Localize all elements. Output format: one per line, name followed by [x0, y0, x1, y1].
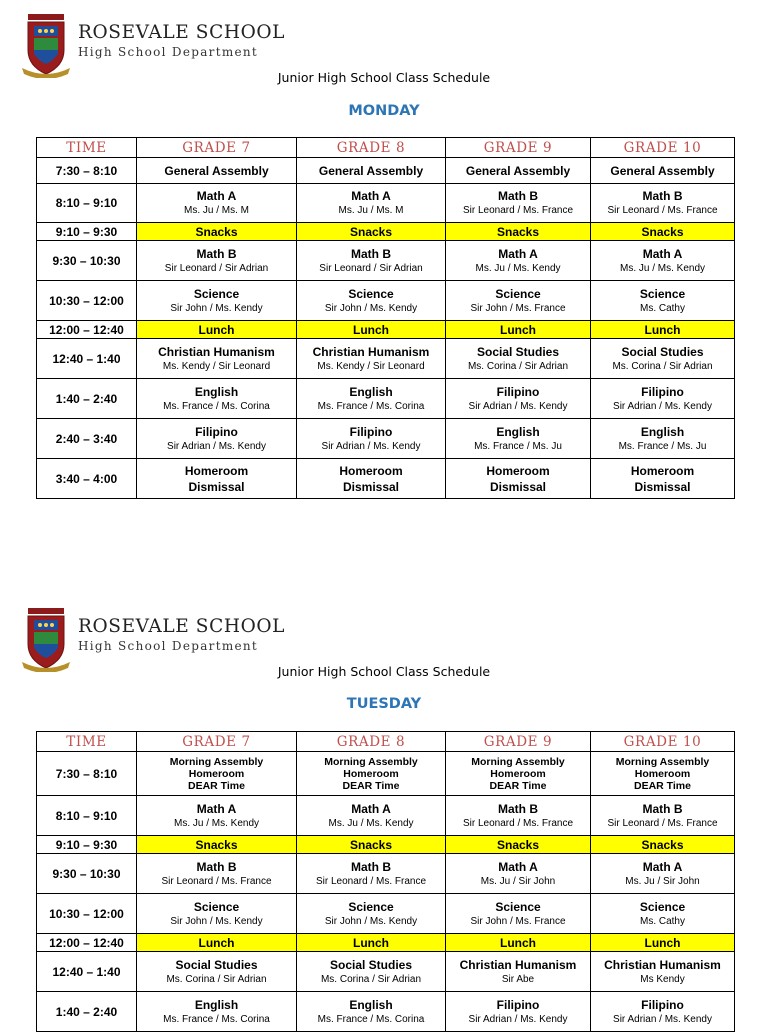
- subject-name: Homeroom: [630, 463, 695, 478]
- time-cell: 10:30 – 12:00: [37, 894, 137, 934]
- class-cell: [137, 952, 297, 992]
- teacher-names: Ms. France / Ms. Ju: [618, 440, 707, 452]
- subject-name: Christian Humanism: [459, 957, 577, 972]
- class-cell: [297, 952, 446, 992]
- class-cell: [446, 158, 591, 184]
- time-cell: 12:40 – 1:40: [37, 339, 137, 379]
- col-header-grade-10: GRADE 10: [591, 138, 735, 158]
- subject-name: Christian Humanism: [604, 957, 721, 972]
- teacher-names: Sir Adrian / Ms. Kendy: [321, 440, 421, 452]
- class-cell: [297, 419, 446, 459]
- table-row: [37, 796, 735, 836]
- subject-name: Social Studies: [175, 957, 258, 972]
- time-cell: 10:30 – 12:00: [37, 281, 137, 321]
- teacher-names: Sir Adrian / Ms. Kendy: [468, 400, 568, 412]
- class-cell: [446, 796, 591, 836]
- subject-name: English: [194, 384, 239, 399]
- class-cell: [297, 752, 446, 796]
- teacher-names: Sir John / Ms. Kendy: [324, 915, 418, 927]
- teacher-names: Ms Kendy: [640, 973, 685, 985]
- teacher-names: Ms. Ju / Ms. Kendy: [475, 262, 561, 274]
- col-header-time: TIME: [37, 732, 137, 752]
- schedule-title: Junior High School Class Schedule: [277, 70, 491, 85]
- class-cell: [297, 379, 446, 419]
- teacher-names: Ms. Corina / Sir Adrian: [467, 360, 569, 372]
- teacher-names: Sir Adrian / Ms. Kendy: [468, 1013, 568, 1025]
- class-cell: [137, 158, 297, 184]
- teacher-names: Ms. Ju / Ms. Kendy: [328, 817, 414, 829]
- school-header: [22, 608, 422, 672]
- table-row: [37, 281, 735, 321]
- class-cell: Snacks: [446, 836, 591, 854]
- subject-name: Filipino: [496, 384, 540, 399]
- teacher-names: Sir Leonard / Ms. France: [607, 205, 718, 216]
- teacher-names: Sir Leonard / Ms. France: [462, 205, 574, 216]
- time-cell: 9:10 – 9:30: [37, 223, 137, 241]
- class-cell: [137, 339, 297, 379]
- activity-line: Homeroom: [634, 767, 691, 780]
- class-cell: [446, 281, 591, 321]
- activity-line: DEAR Time: [634, 779, 691, 792]
- class-cell: Snacks: [297, 836, 446, 854]
- class-cell: Lunch: [591, 934, 735, 952]
- col-header-grade-9: GRADE 9: [446, 138, 591, 158]
- class-cell: Lunch: [446, 934, 591, 952]
- subject-name: English: [640, 424, 685, 439]
- time-cell: 9:30 – 10:30: [37, 854, 137, 894]
- teacher-names: Sir Adrian / Ms. Kendy: [613, 1013, 712, 1025]
- activity-line: Morning Assembly: [615, 755, 710, 768]
- time-cell: 2:40 – 3:40: [37, 419, 137, 459]
- class-cell: [297, 339, 446, 379]
- subject-name: Math A: [196, 189, 237, 203]
- activity-line: Homeroom: [490, 767, 546, 780]
- activity-line: DEAR Time: [188, 779, 245, 792]
- subject-name: General Assembly: [610, 163, 715, 178]
- teacher-names: Ms. Corina / Sir Adrian: [612, 360, 713, 372]
- col-header-grade-8: GRADE 8: [297, 138, 446, 158]
- teacher-names: Ms. Ju / Sir John: [480, 875, 556, 887]
- class-cell: [137, 854, 297, 894]
- subject-name: Christian Humanism: [158, 344, 275, 359]
- class-cell: [137, 379, 297, 419]
- tuesday-schedule-table: [36, 731, 735, 1032]
- class-cell: [297, 281, 446, 321]
- subject-name: Science: [639, 899, 686, 914]
- subject-name: General Assembly: [318, 163, 424, 178]
- table-row: [37, 241, 735, 281]
- school-name: ROSEVALE SCHOOL: [78, 22, 285, 43]
- class-cell: [297, 894, 446, 934]
- col-header-grade-10: GRADE 10: [591, 732, 735, 752]
- col-header-time: TIME: [37, 138, 137, 158]
- school-crest-icon: [22, 608, 70, 672]
- subject-name: Dismissal: [188, 479, 245, 494]
- class-cell: [297, 992, 446, 1032]
- table-row: [37, 321, 735, 339]
- subject-name: Math B: [351, 246, 391, 261]
- activity-line: Morning Assembly: [471, 755, 565, 768]
- class-cell: [297, 796, 446, 836]
- teacher-names: Ms. Ju / Ms. Kendy: [619, 262, 706, 274]
- subject-name: English: [349, 384, 393, 399]
- activity-line: DEAR Time: [489, 779, 547, 792]
- class-cell: [137, 796, 297, 836]
- teacher-names: Sir John / Ms. France: [470, 302, 566, 314]
- subject-name: Math A: [642, 246, 683, 261]
- class-cell: [591, 894, 735, 934]
- subject-name: Dismissal: [489, 479, 547, 494]
- subject-name: Filipino: [641, 997, 684, 1012]
- teacher-names: Ms. Corina / Sir Adrian: [166, 973, 267, 985]
- subject-name: Dismissal: [634, 479, 691, 494]
- teacher-names: Ms. France / Ms. Ju: [474, 440, 562, 452]
- class-cell: [591, 854, 735, 894]
- subject-name: Math A: [351, 189, 391, 203]
- class-cell: Lunch: [137, 934, 297, 952]
- subject-name: Math B: [642, 189, 683, 203]
- table-row: [37, 379, 735, 419]
- class-cell: [591, 796, 735, 836]
- class-cell: [591, 952, 735, 992]
- class-cell: [137, 894, 297, 934]
- teacher-names: Ms. France / Ms. Corina: [317, 1013, 425, 1025]
- class-cell: [137, 419, 297, 459]
- time-cell: 12:00 – 12:40: [37, 934, 137, 952]
- class-cell: [297, 459, 446, 499]
- subject-name: Science: [193, 899, 240, 914]
- table-row: [37, 419, 735, 459]
- class-cell: Snacks: [591, 223, 735, 241]
- activity-line: Homeroom: [188, 767, 245, 780]
- time-cell: 3:40 – 4:00: [37, 459, 137, 499]
- class-cell: Snacks: [137, 223, 297, 241]
- time-cell: 7:30 – 8:10: [37, 752, 137, 796]
- subject-name: Social Studies: [329, 957, 413, 972]
- col-header-grade-9: GRADE 9: [446, 732, 591, 752]
- class-cell: [137, 459, 297, 499]
- class-cell: Snacks: [137, 836, 297, 854]
- class-cell: Lunch: [591, 321, 735, 339]
- subject-name: Social Studies: [476, 344, 560, 359]
- class-cell: [137, 752, 297, 796]
- time-cell: 1:40 – 2:40: [37, 992, 137, 1032]
- schedule-title: Junior High School Class Schedule: [277, 664, 491, 679]
- time-cell: 12:40 – 1:40: [37, 952, 137, 992]
- subject-name: Homeroom: [339, 463, 403, 478]
- tuesday-section: [0, 594, 768, 1024]
- subject-name: Math A: [642, 859, 683, 874]
- subject-name: Homeroom: [184, 463, 249, 478]
- activity-line: Homeroom: [343, 767, 399, 780]
- subject-name: Science: [193, 286, 240, 301]
- class-cell: [137, 281, 297, 321]
- class-cell: [591, 459, 735, 499]
- class-cell: [591, 241, 735, 281]
- subject-name: Math B: [498, 189, 538, 203]
- class-cell: [591, 339, 735, 379]
- class-cell: Lunch: [137, 321, 297, 339]
- class-cell: [446, 894, 591, 934]
- subject-name: Math B: [196, 859, 237, 874]
- teacher-names: Sir Adrian / Ms. Kendy: [167, 440, 266, 452]
- teacher-names: Ms. Ju / Ms. Kendy: [173, 817, 260, 829]
- table-header-row: [37, 138, 735, 158]
- teacher-names: Sir Leonard / Sir Adrian: [164, 262, 269, 274]
- subject-name: Filipino: [195, 424, 238, 439]
- table-row: [37, 339, 735, 379]
- class-cell: [591, 419, 735, 459]
- table-row: [37, 459, 735, 499]
- table-row: [37, 836, 735, 854]
- class-cell: [137, 184, 297, 223]
- teacher-names: Sir Abe: [501, 973, 535, 985]
- class-cell: [591, 158, 735, 184]
- teacher-names: Sir John / Ms. Kendy: [324, 302, 418, 314]
- time-cell: 8:10 – 9:10: [37, 184, 137, 223]
- teacher-names: Sir John / Ms. Kendy: [170, 302, 263, 314]
- table-row: [37, 752, 735, 796]
- school-department: High School Department: [78, 639, 259, 653]
- class-cell: [137, 992, 297, 1032]
- table-row: [37, 992, 735, 1032]
- subject-name: Science: [639, 286, 686, 301]
- teacher-names: Ms. Corina / Sir Adrian: [320, 973, 422, 985]
- teacher-names: Sir Leonard / Sir Adrian: [319, 262, 423, 274]
- teacher-names: Sir Leonard / Ms. France: [607, 817, 718, 829]
- class-cell: [446, 459, 591, 499]
- subject-name: Math A: [498, 859, 538, 874]
- subject-name: Christian Humanism: [312, 344, 430, 359]
- class-cell: Snacks: [297, 223, 446, 241]
- subject-name: Filipino: [349, 424, 393, 439]
- teacher-names: Ms. France / Ms. Corina: [163, 400, 270, 412]
- activity-line: Morning Assembly: [324, 755, 418, 768]
- teacher-names: Ms. France / Ms. Corina: [163, 1013, 270, 1025]
- class-cell: [446, 241, 591, 281]
- class-cell: [446, 752, 591, 796]
- subject-name: Math A: [498, 246, 538, 261]
- subject-name: Science: [495, 899, 541, 914]
- time-cell: 8:10 – 9:10: [37, 796, 137, 836]
- teacher-names: Ms. Cathy: [639, 302, 685, 314]
- teacher-names: Ms. Ju / Ms. M: [338, 205, 404, 216]
- class-cell: Snacks: [591, 836, 735, 854]
- class-cell: [446, 952, 591, 992]
- teacher-names: Sir Leonard / Ms. France: [462, 817, 574, 829]
- class-cell: [297, 854, 446, 894]
- class-cell: Lunch: [297, 934, 446, 952]
- subject-name: Science: [348, 286, 394, 301]
- class-cell: [591, 752, 735, 796]
- subject-name: English: [349, 997, 393, 1012]
- class-cell: [297, 184, 446, 223]
- day-heading-tuesday: TUESDAY: [346, 696, 422, 712]
- class-cell: [137, 241, 297, 281]
- subject-name: Math B: [498, 801, 538, 816]
- class-cell: [446, 854, 591, 894]
- subject-name: Social Studies: [621, 344, 704, 359]
- col-header-grade-7: GRADE 7: [137, 138, 297, 158]
- teacher-names: Sir John / Ms. Kendy: [170, 915, 263, 927]
- subject-name: Filipino: [496, 997, 540, 1012]
- table-row: [37, 894, 735, 934]
- class-cell: Snacks: [446, 223, 591, 241]
- class-cell: [446, 379, 591, 419]
- teacher-names: Ms. Kendy / Sir Leonard: [162, 360, 271, 372]
- school-name: ROSEVALE SCHOOL: [78, 616, 285, 637]
- time-cell: 12:00 – 12:40: [37, 321, 137, 339]
- subject-name: Math B: [642, 801, 683, 816]
- teacher-names: Sir Leonard / Ms. France: [161, 875, 272, 887]
- class-cell: [591, 281, 735, 321]
- teacher-names: Sir Adrian / Ms. Kendy: [613, 400, 712, 412]
- school-header: [22, 14, 422, 78]
- class-cell: [591, 379, 735, 419]
- teacher-names: Sir John / Ms. France: [470, 915, 566, 927]
- school-department: High School Department: [78, 45, 259, 59]
- activity-line: DEAR Time: [342, 779, 400, 792]
- activity-line: Morning Assembly: [169, 755, 264, 768]
- col-header-grade-7: GRADE 7: [137, 732, 297, 752]
- class-cell: [446, 339, 591, 379]
- class-cell: [591, 184, 735, 223]
- col-header-grade-8: GRADE 8: [297, 732, 446, 752]
- subject-name: Dismissal: [342, 479, 400, 494]
- class-cell: [446, 992, 591, 1032]
- subject-name: General Assembly: [164, 163, 269, 178]
- table-row: [37, 952, 735, 992]
- table-row: [37, 854, 735, 894]
- teacher-names: Ms. France / Ms. Corina: [317, 400, 425, 412]
- subject-name: Math A: [196, 801, 237, 816]
- time-cell: 9:10 – 9:30: [37, 836, 137, 854]
- class-cell: [446, 419, 591, 459]
- class-cell: Lunch: [446, 321, 591, 339]
- table-row: [37, 223, 735, 241]
- time-cell: 7:30 – 8:10: [37, 158, 137, 184]
- teacher-names: Sir Leonard / Ms. France: [315, 875, 427, 887]
- school-crest-icon: [22, 14, 70, 78]
- class-cell: Lunch: [297, 321, 446, 339]
- table-row: [37, 158, 735, 184]
- time-cell: 9:30 – 10:30: [37, 241, 137, 281]
- class-cell: [591, 992, 735, 1032]
- day-heading-monday: MONDAY: [348, 103, 420, 119]
- teacher-names: Ms. Kendy / Sir Leonard: [317, 360, 425, 372]
- subject-name: General Assembly: [465, 163, 571, 178]
- subject-name: English: [194, 997, 239, 1012]
- subject-name: English: [496, 424, 540, 439]
- subject-name: Science: [495, 286, 541, 301]
- subject-name: Homeroom: [486, 463, 550, 478]
- monday-schedule-table: [36, 137, 735, 499]
- subject-name: Math B: [196, 246, 237, 261]
- table-header-row: [37, 732, 735, 752]
- teacher-names: Ms. Ju / Ms. M: [184, 205, 249, 216]
- table-row: [37, 934, 735, 952]
- subject-name: Filipino: [641, 384, 684, 399]
- table-row: [37, 184, 735, 223]
- time-cell: 1:40 – 2:40: [37, 379, 137, 419]
- subject-name: Math A: [351, 801, 391, 816]
- teacher-names: Ms. Cathy: [639, 915, 685, 927]
- teacher-names: Ms. Ju / Sir John: [625, 875, 700, 887]
- class-cell: [446, 184, 591, 223]
- subject-name: Science: [348, 899, 394, 914]
- subject-name: Math B: [351, 859, 391, 874]
- class-cell: [297, 241, 446, 281]
- class-cell: [297, 158, 446, 184]
